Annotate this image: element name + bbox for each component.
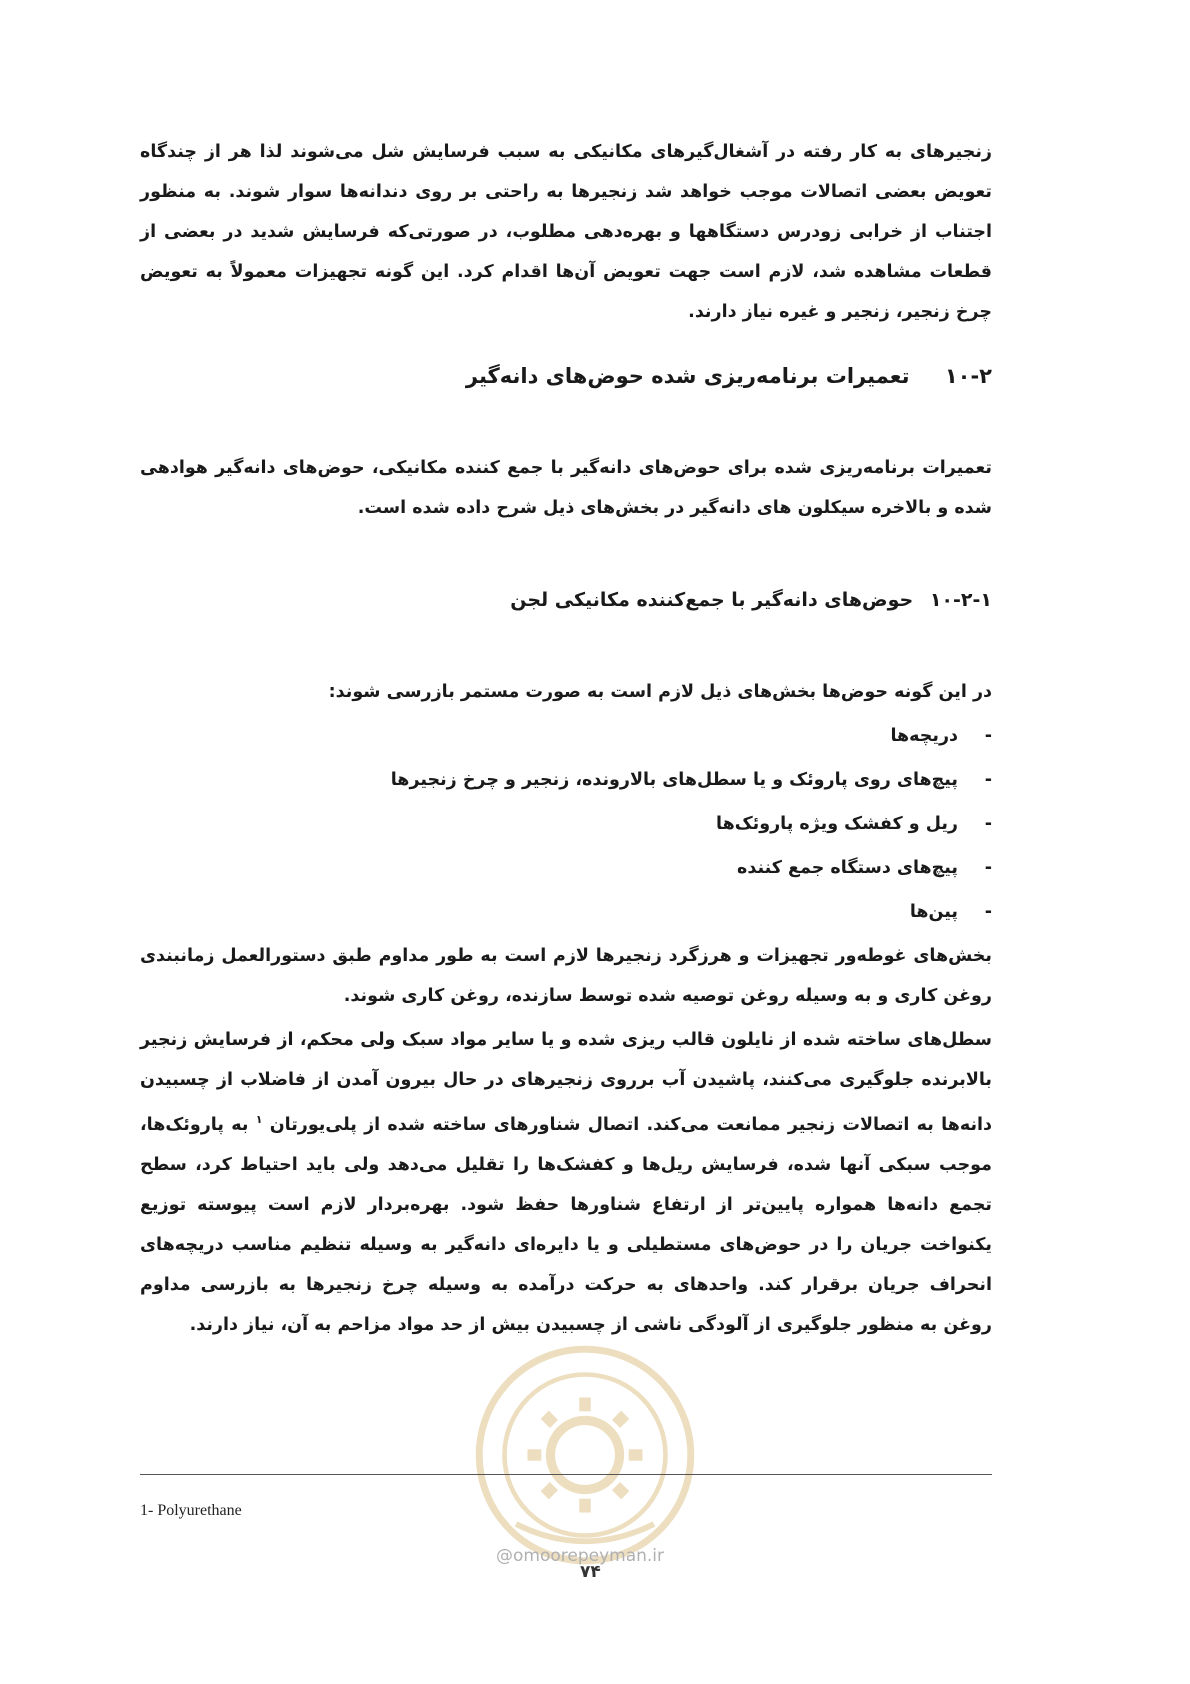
watermark-url: @omoorepeyman.ir <box>496 1546 665 1566</box>
subsection-heading <box>140 580 992 620</box>
footnote-text: 1- Polyurethane <box>140 1502 242 1519</box>
subsection-title: حوض‌های دانه‌گیر با جمع‌کننده مکانیکی لجن <box>510 589 914 611</box>
footnote-divider <box>140 1474 992 1475</box>
footnote-reference[interactable]: ۱ <box>255 1113 263 1126</box>
page-number: ۷۴ <box>580 1562 601 1582</box>
section-heading <box>140 356 992 396</box>
section-title: تعمیرات برنامه‌ریزی شده حوض‌های دانه‌گیر <box>465 364 910 388</box>
list-item: -پیچ‌های روی پاروئک و یا سطل‌های بالارونده، زنجیر و چرخ زنجیرها <box>140 758 992 802</box>
list-item: -پین‌ها <box>140 890 992 934</box>
section-number: ۱۰-۲ <box>944 364 992 388</box>
bullet-dash: - <box>984 858 992 878</box>
bullet-dash: - <box>984 726 992 746</box>
section-paragraph: تعمیرات برنامه‌ریزی شده برای حوض‌های دانه‌گیر با جمع کننده مکانیکی، حوض‌های دانه‌گیر هوادهی شده و بالاخره سیکلون های دانه‌گیر در بخش‌های ذیل شرح داده شده است. <box>140 458 992 518</box>
list-item: -پیچ‌های دستگاه جمع کننده <box>140 846 992 890</box>
bullet-dash: - <box>984 770 992 790</box>
subsection-number: ۱۰-۲-۱ <box>929 589 992 611</box>
watermark-seal-icon <box>470 1340 700 1570</box>
list-item: -دریچه‌ها <box>140 714 992 758</box>
bullet-dash: - <box>984 814 992 834</box>
intro-paragraph: زنجیرهای به کار رفته در آشغال‌گیرهای مکانیکی به سبب فرسایش شل می‌شوند لذا هر از چندگاه تعویض بعضی اتصالات موجب خواهد شد زنجیرها به راحتی بر روی دندانه‌ها سوار شوند. به منظور اجتناب از خرابی زودرس دستگاهها و بهره‌دهی مطلوب، در صورتی‌که فرسایش شدید در بعضی از قطعات مشاهده شد، لازم است جهت تعویض آن‌ها اقدام کرد. این گونه تجهیزات معمولاً به تعویض چرخ زنجیر، زنجیر و غیره نیاز دارند. <box>140 142 992 322</box>
inspection-list <box>140 714 992 934</box>
lubrication-paragraph: بخش‌های غوطه‌ور تجهیزات و هرزگرد زنجیرها لازم است به طور مداوم طبق دستورالعمل زمانبندی روغن کاری و به وسیله روغن توصیه شده توسط سازنده، روغن کاری شوند. <box>140 946 992 1006</box>
subsection-lead: در این گونه حوض‌ها بخش‌های ذیل لازم است به صورت مستمر بازرسی شوند: <box>328 682 992 702</box>
bullet-dash: - <box>984 902 992 922</box>
list-item: -ریل و کفشک ویژه پاروئک‌ها <box>140 802 992 846</box>
buckets-paragraph: سطل‌های ساخته شده از نایلون قالب ریزی شده و یا سایر مواد سبک ولی محکم، از فرسایش زنجیر بالابرنده جلوگیری می‌کنند، پاشیدن آب برروی زنجیرهای در حال بیرون آمدن از فاضلاب از چسبیدن دانه‌ها به اتصالات زنجیر ممانعت می‌کند. اتصال شناورهای ساخته شده از پلی‌یورتان $^۱$ به پاروئک‌ها، موجب سبکی آنها شده، فرسایش ریل‌ها و کفشک‌ها را تقلیل می‌دهد ولی باید احتیاط کرد، سطح تجمع دانه‌ها همواره پایین‌تر از ارتفاع شناورها حفظ شود. بهره‌بردار لازم است پیوسته توزیع یکنواخت جریان را در حوض‌های مستطیلی و یا دایره‌ای دانه‌گیر به وسیله تنظیم مناسب دریچه‌های انحراف جریان برقرار کند. واحدهای به حرکت درآمده به وسیله چرخ زنجیرها به بازرسی مداوم روغن به منظور جلوگیری از آلودگی ناشی از چسبیدن بیش از حد مواد مزاحم به آن، نیاز دارند. <box>140 1030 993 1335</box>
